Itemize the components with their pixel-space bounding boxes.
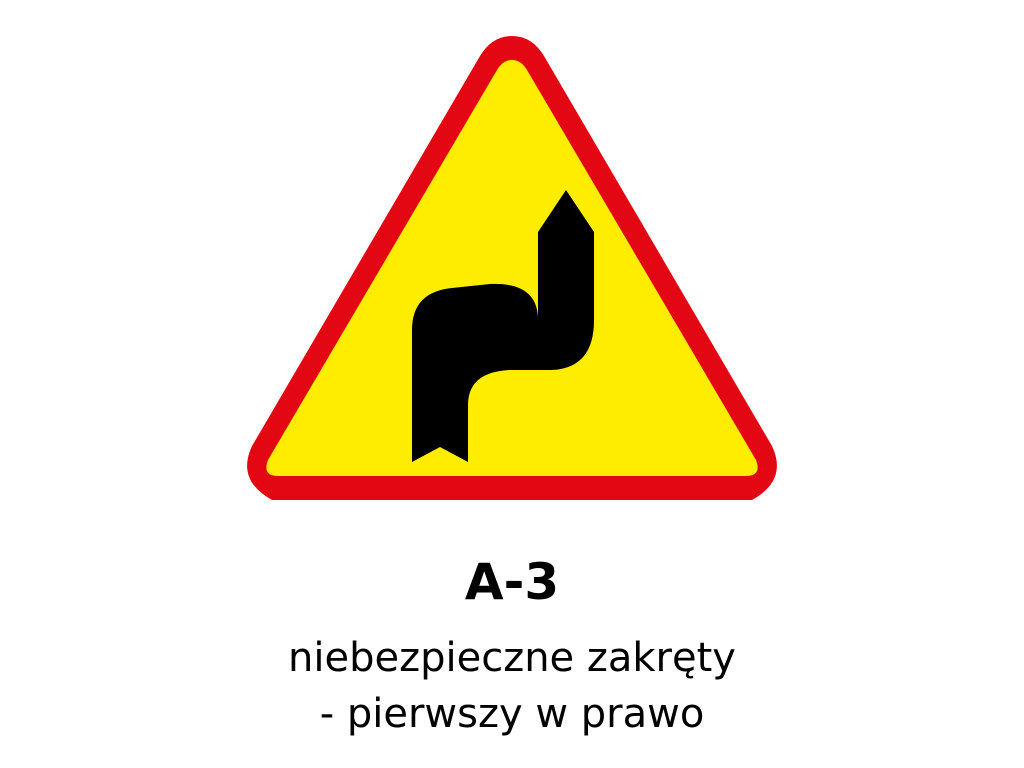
sign-code: A-3 <box>464 553 560 611</box>
sign-name-line-2: - pierwszy w prawo <box>319 691 705 737</box>
sign-name-line-1: niebezpieczne zakręty <box>288 635 736 681</box>
sign-yellow-field <box>266 60 757 476</box>
